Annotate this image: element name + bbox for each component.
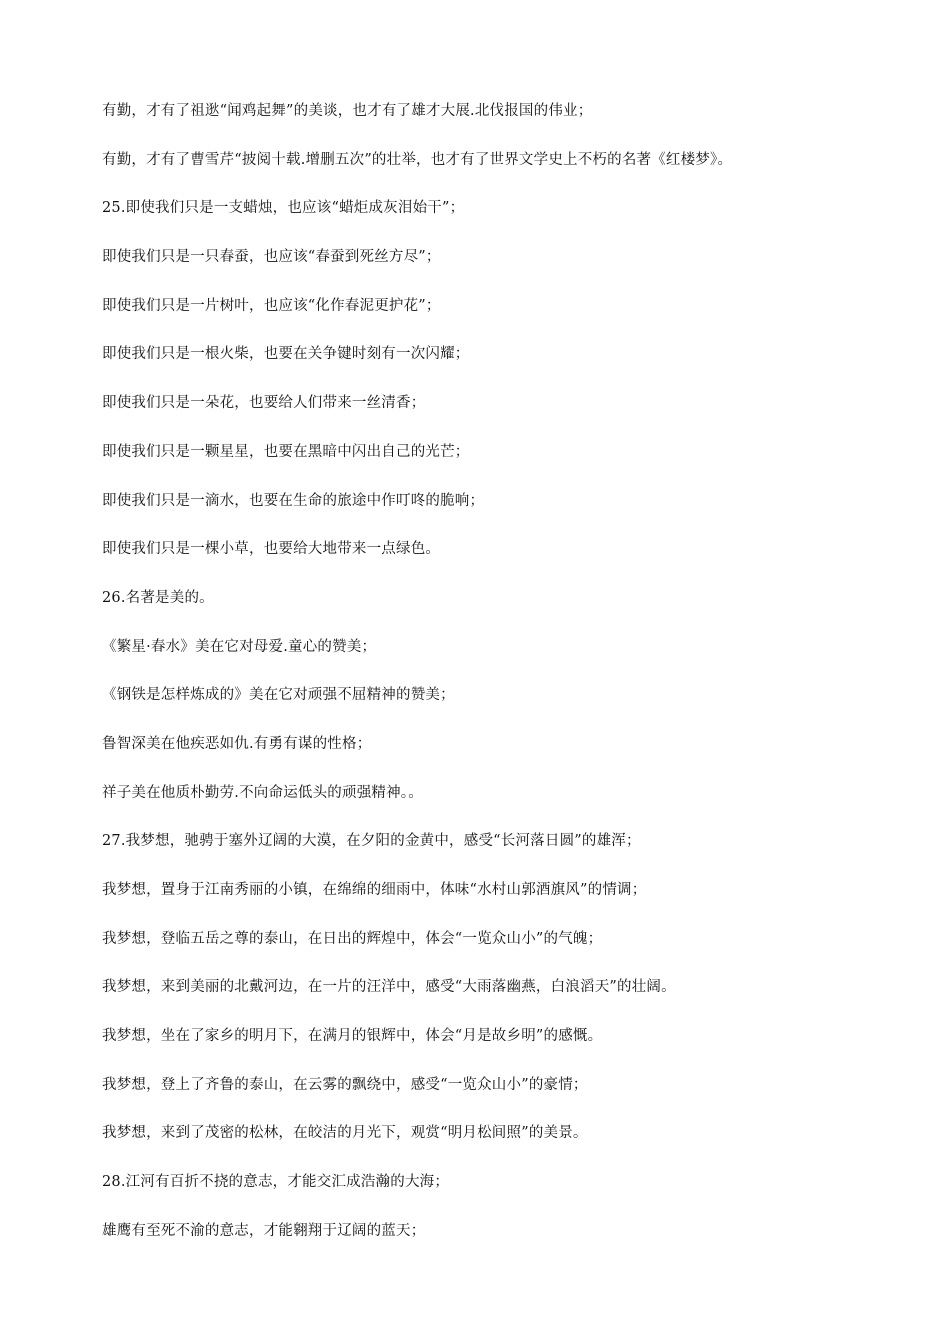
text-line: 我梦想，置身于江南秀丽的小镇，在绵绵的细雨中，体味“水村山郭酒旗风”的情调； [102,882,647,898]
text-line: 28.江河有百折不挠的意志，才能交汇成浩瀚的大海； [102,1174,450,1191]
text-line: 27.我梦想，驰骋于塞外辽阔的大漠，在夕阳的金黄中，感受“长河落日圆”的雄浑； [102,833,641,850]
text-line: 25.即使我们只是一支蜡烛，也应该“蜡炬成灰泪始干”； [102,200,465,217]
text-line: 祥子美在他质朴勤劳.不向命运低头的顽强精神。。 [102,784,423,801]
text-line: 即使我们只是一根火柴，也要在关争键时刻有一次闪耀； [102,346,470,363]
text-line: 鲁智深美在他疾恶如仇.有勇有谋的性格； [102,735,372,752]
text-line: 我梦想，来到了茂密的松林，在皎洁的月光下，观赏“明月松间照”的美景。 [102,1125,588,1142]
text-line: 即使我们只是一片树叶，也应该“化作春泥更护花”； [102,297,441,314]
text-line: 即使我们只是一只春蚕，也应该“春蚕到死丝方尽”； [102,249,441,266]
text-line: 我梦想，来到美丽的北戴河边，在一片的汪洋中，感受“大雨落幽燕，白浪滔天”的壮阔。 [102,979,676,996]
text-line: 我梦想，坐在了家乡的明月下，在满月的银辉中，体会“月是故乡明”的感慨。 [102,1028,603,1045]
text-line: 《钢铁是怎样炼成的》美在它对顽强不屈精神的赞美； [102,687,455,704]
text-line: 我梦想，登临五岳之尊的泰山，在日出的辉煌中，体会“一览众山小”的气魄； [102,930,603,947]
text-line: 即使我们只是一滴水，也要在生命的旅途中作叮咚的脆响； [102,492,485,509]
text-line: 即使我们只是一朵花，也要给人们带来一丝清香； [102,395,426,412]
text-line: 《繁星·春水》美在它对母爱.童心的赞美； [102,638,377,655]
text-line: 26.名著是美的。 [102,589,214,606]
text-line: 雄鹰有至死不渝的意志，才能翱翔于辽阔的蓝天； [102,1222,426,1239]
text-line: 我梦想，登上了齐鲁的泰山，在云雾的飘绕中，感受“一览众山小”的豪情； [102,1076,588,1093]
text-line: 即使我们只是一颗星星，也要在黑暗中闪出自己的光芒； [102,443,470,460]
text-line: 有勤，才有了祖逖“闻鸡起舞”的美谈，也才有了雄才大展.北伐报国的伟业； [102,103,593,119]
text-line: 即使我们只是一棵小草，也要给大地带来一点绿色。 [102,541,441,558]
text-line: 有勤，才有了曹雪芹“披阅十载.增删五次”的壮举，也才有了世界文学史上不朽的名著《红楼梦》。 [102,151,733,168]
document-page [102,96,922,1265]
